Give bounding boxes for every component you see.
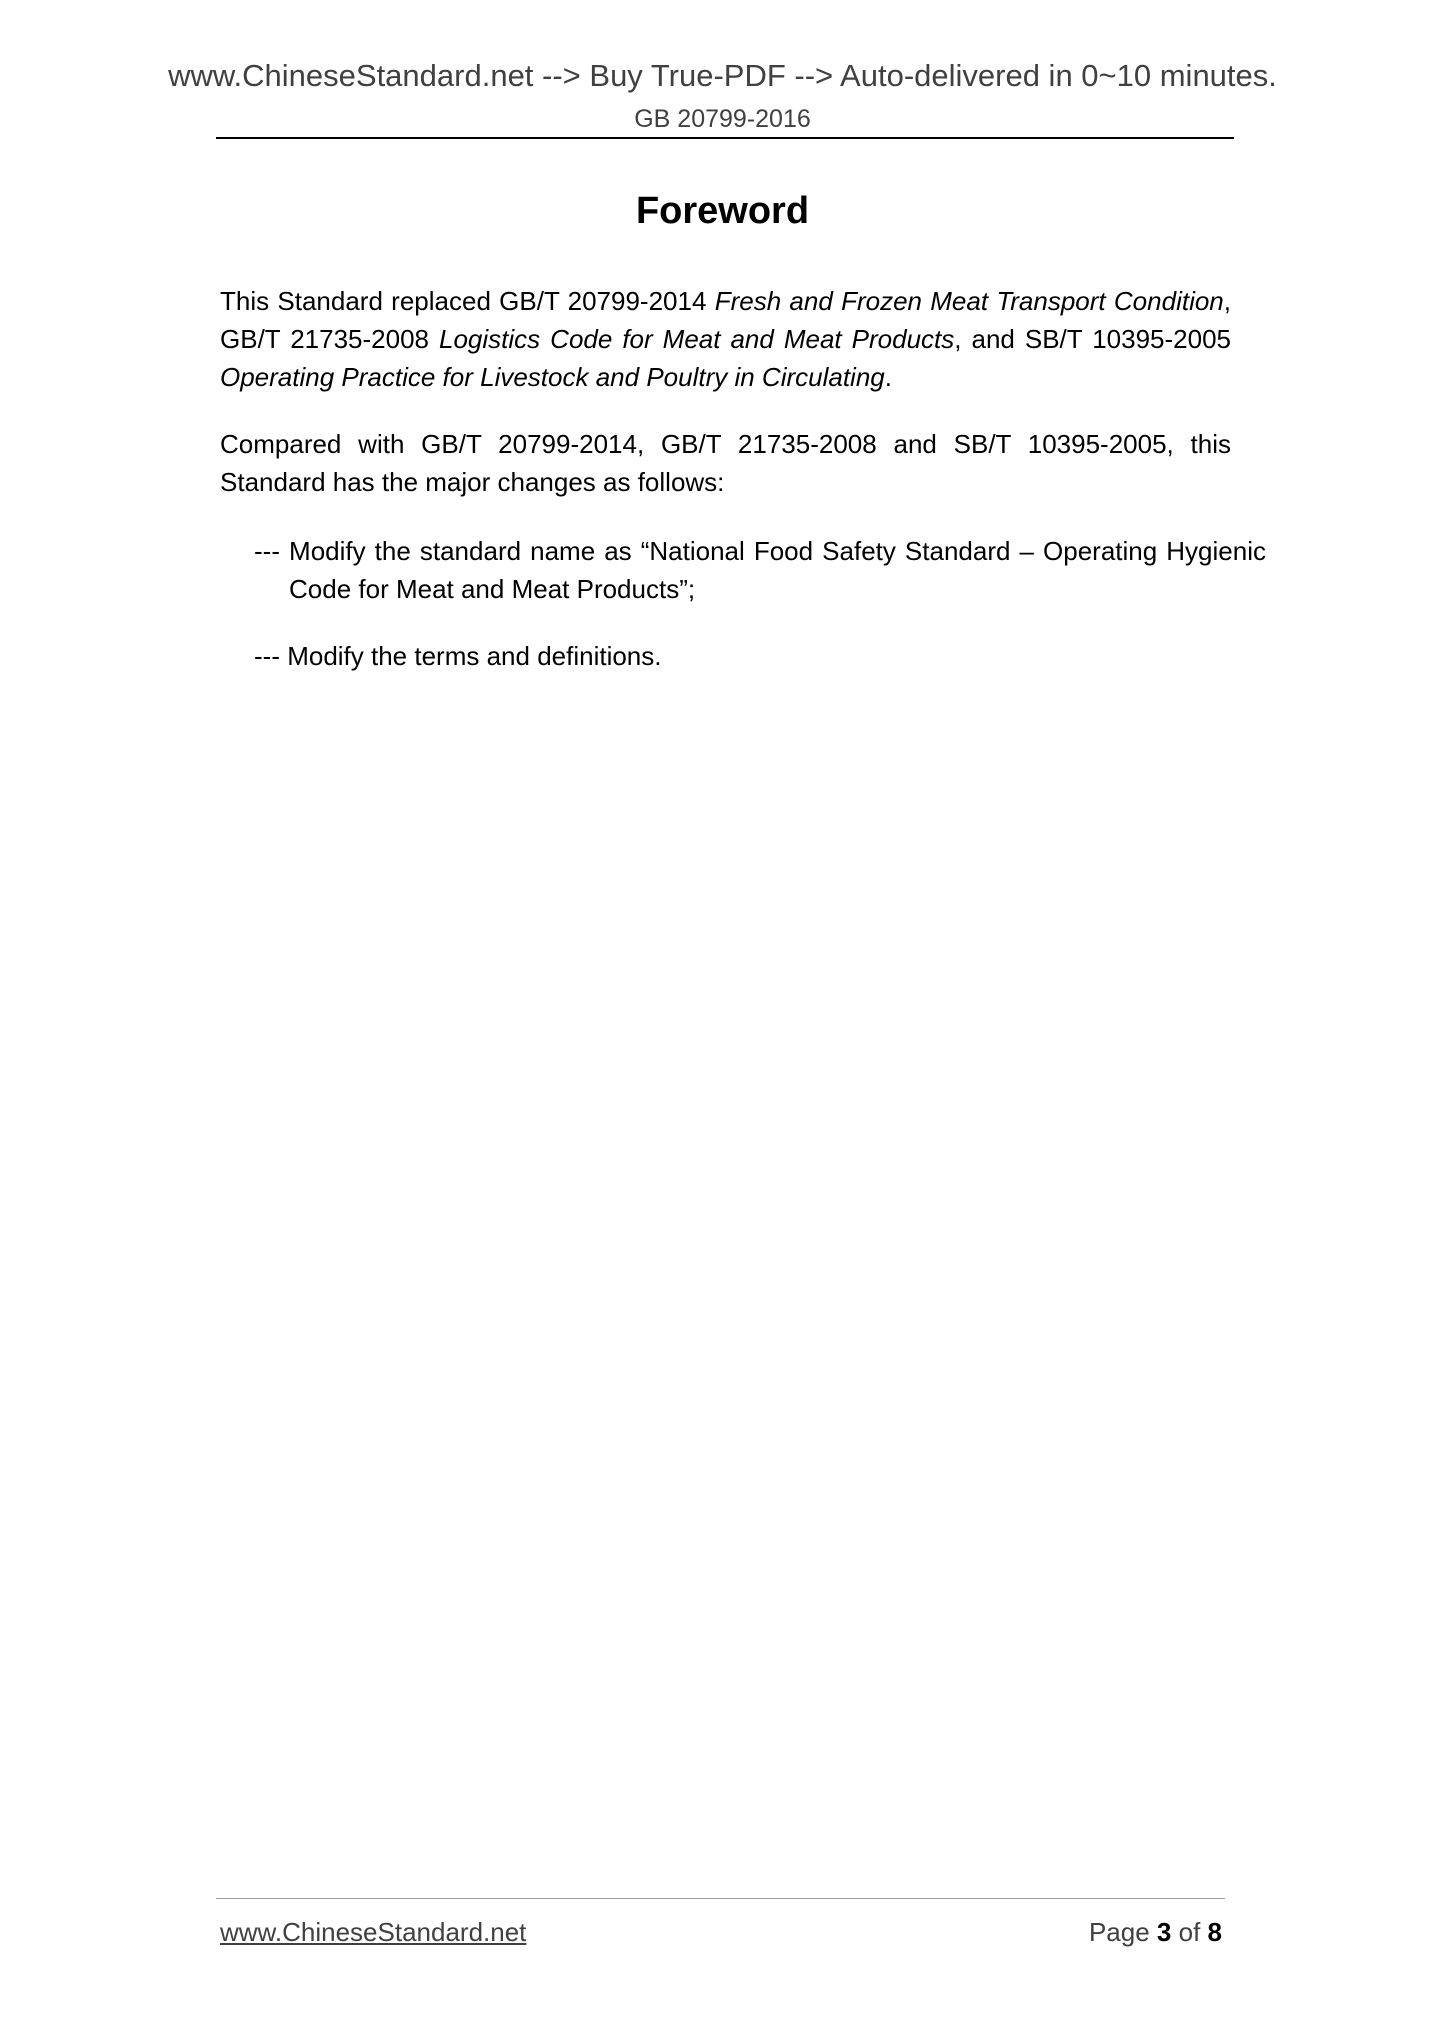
page-number bbox=[1000, 1917, 1222, 1948]
replaced-standard-title-3: Operating Practice for Livestock and Poultry in Circulating bbox=[220, 362, 885, 392]
replacement-text-4: . bbox=[884, 362, 892, 392]
replacement-text-2: , GB/T 21735-2008 bbox=[220, 286, 1231, 354]
footer-website-link[interactable]: www.ChineseStandard.net bbox=[220, 1917, 527, 1947]
footer-divider bbox=[216, 1898, 1225, 1899]
header-banner[interactable]: www.ChineseStandard.net --> Buy True-PDF --> Auto-delivered in 0~10 minutes. bbox=[168, 58, 1277, 93]
page-title: Foreword bbox=[635, 190, 810, 232]
replaced-standard-title-1: Fresh and Frozen Meat Transport Condition bbox=[714, 286, 1224, 316]
page-current: 3 bbox=[1156, 1917, 1172, 1947]
page-prefix: Page bbox=[1088, 1917, 1157, 1947]
header-divider bbox=[216, 137, 1234, 139]
change-item-terms: --- Modify the terms and definitions. bbox=[254, 641, 662, 671]
replacement-text-1: This Standard replaced GB/T 20799-2014 bbox=[220, 286, 715, 316]
document-code: GB 20799-2016 bbox=[634, 105, 811, 133]
replaced-standard-title-2: Logistics Code for Meat and Meat Products bbox=[439, 324, 955, 354]
page-total: 8 bbox=[1207, 1917, 1222, 1947]
replacement-paragraph bbox=[220, 282, 1231, 396]
page-of: of bbox=[1171, 1917, 1208, 1947]
change-item-standard-name: --- Modify the standard name as “National Food Safety Standard – Operating Hygienic Code for Meat and Meat Products”; bbox=[254, 536, 1266, 604]
comparison-paragraph: Compared with GB/T 20799-2014, GB/T 21735-2008 and SB/T 10395-2005, this Standard has the major changes as follows: bbox=[220, 429, 1231, 497]
replacement-text-3: , and SB/T 10395-2005 bbox=[954, 324, 1231, 354]
